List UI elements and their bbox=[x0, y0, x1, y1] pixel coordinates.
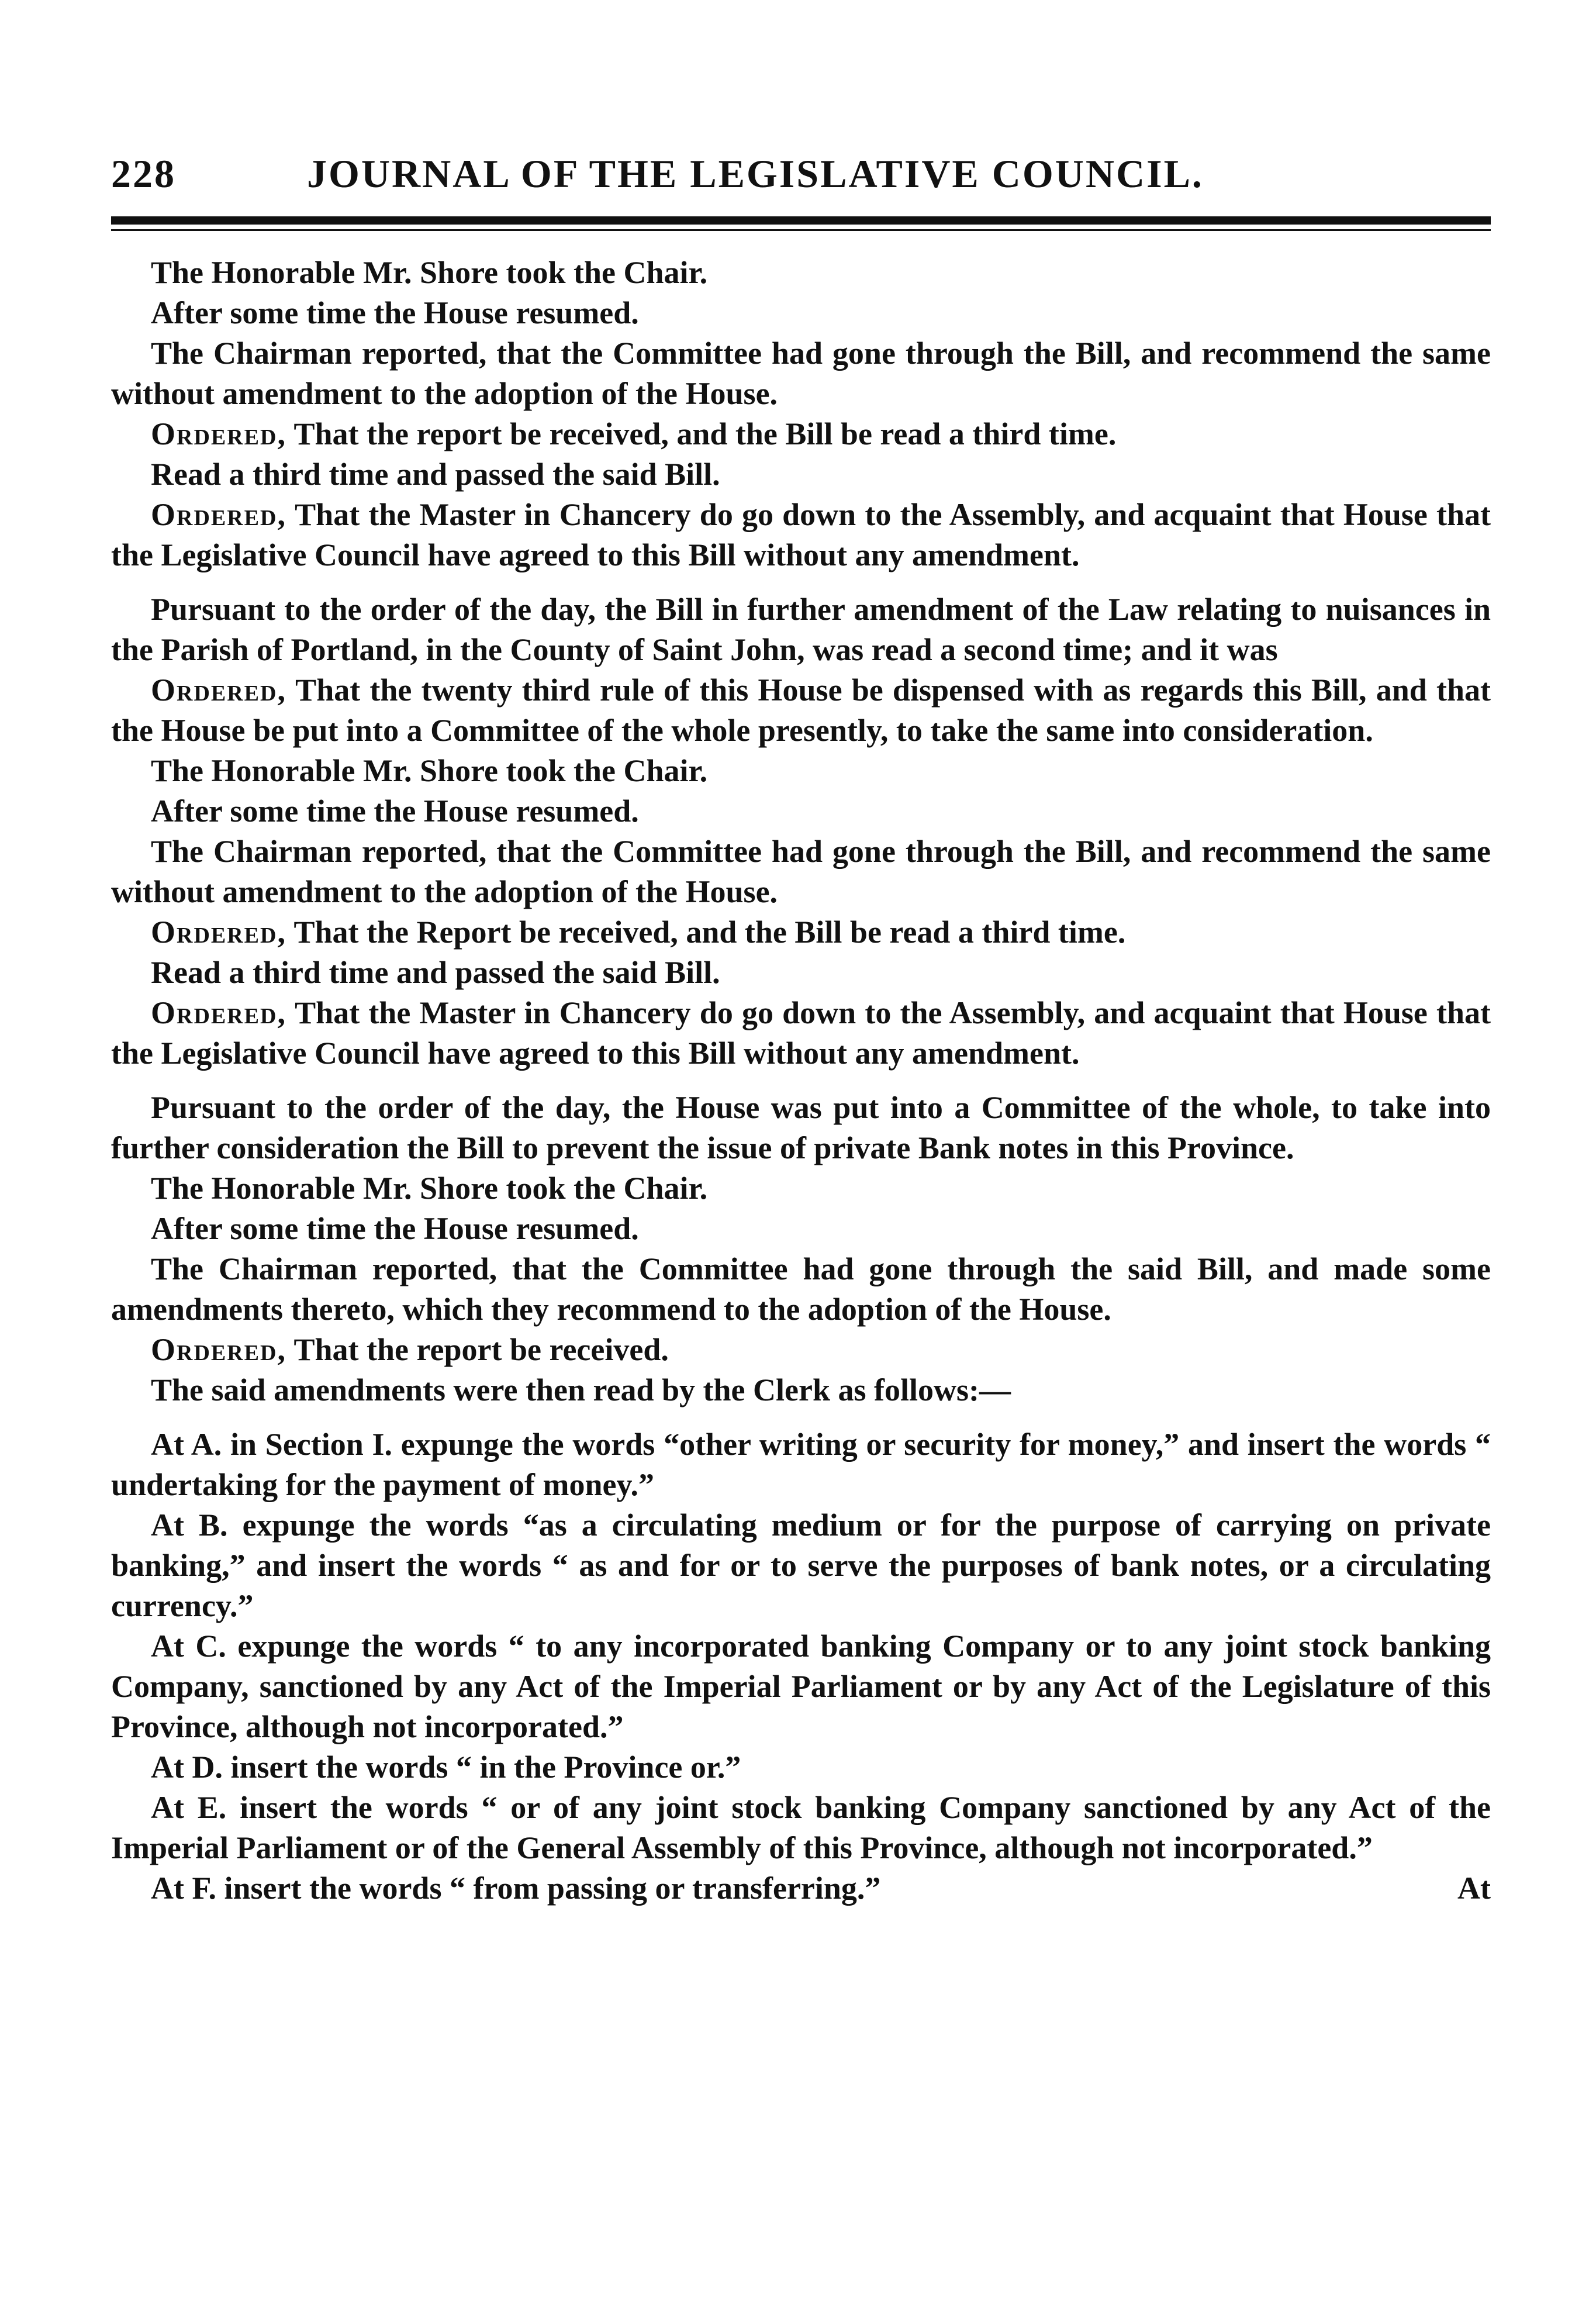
ordered-lead: Ordered, bbox=[151, 995, 286, 1030]
paragraph: Ordered, That the twenty third rule of this House be dispensed with as regards this Bill, and that the House be put into a Committee of the whole presently, to take the same into consideration. bbox=[111, 672, 1491, 748]
ordered-lead: Ordered, bbox=[151, 1332, 286, 1367]
paragraph: Read a third time and passed the said Bill. bbox=[151, 457, 720, 492]
paragraph: Ordered, That the Master in Chancery do go down to the Assembly, and acquaint that House that the Legislative Council have agreed to this Bill without any amendment. bbox=[111, 995, 1491, 1071]
paragraph: The Honorable Mr. Shore took the Chair. bbox=[151, 255, 708, 290]
paragraph: The Honorable Mr. Shore took the Chair. bbox=[151, 753, 708, 788]
running-head: JOURNAL OF THE LEGISLATIVE COUNCIL. bbox=[307, 151, 1204, 196]
paragraph: At C. expunge the words “ to any incorporated banking Company or to any joint stock banking Company, sanctioned by any Act of the Imperial Parliament or by any Act of the Legislature of this Province, although not incorporated.” bbox=[111, 1629, 1491, 1744]
paragraph: At D. insert the words “ in the Province or.” bbox=[151, 1750, 741, 1785]
paragraph: Ordered, That the report be received, and the Bill be read a third time. bbox=[151, 416, 1117, 451]
paragraph: After some time the House resumed. bbox=[151, 295, 639, 330]
paragraph: At F. insert the words “ from passing or transferring.” At bbox=[111, 1868, 1491, 1909]
paragraph: Ordered, That the Report be received, and the Bill be read a third time. bbox=[151, 915, 1126, 950]
catchword: At bbox=[1457, 1871, 1491, 1906]
paragraph: After some time the House resumed. bbox=[151, 793, 639, 829]
paragraph: The said amendments were then read by the Clerk as follows:— bbox=[151, 1372, 1011, 1407]
paragraph: At B. expunge the words “as a circulating medium or for the purpose of carrying on private banking,” and insert the words “ as and for or to serve the purposes of bank notes, or a circulating currency.” bbox=[111, 1507, 1491, 1623]
paragraph: The Honorable Mr. Shore took the Chair. bbox=[151, 1171, 708, 1206]
body-text bbox=[111, 253, 1491, 1909]
ordered-lead: Ordered, bbox=[151, 497, 286, 532]
page-header bbox=[111, 151, 1491, 203]
paragraph: At A. in Section I. expunge the words “other writing or security for money,” and insert the words “ undertaking for the payment of money.” bbox=[111, 1427, 1491, 1502]
page-number: 228 bbox=[111, 151, 176, 196]
paragraph: The Chairman reported, that the Committee had gone through the Bill, and recommend the same without amendment to the adoption of the House. bbox=[111, 336, 1491, 411]
paragraph: Pursuant to the order of the day, the Bill in further amendment of the Law relating to nuisances in the Parish of Portland, in the County of Saint John, was read a second time; and it was bbox=[111, 592, 1491, 667]
paragraph: The Chairman reported, that the Committee had gone through the said Bill, and made some amendments thereto, which they recommend to the adoption of the House. bbox=[111, 1251, 1491, 1327]
paragraph: Read a third time and passed the said Bill. bbox=[151, 955, 720, 990]
paragraph: Ordered, That the Master in Chancery do go down to the Assembly, and acquaint that House that the Legislative Council have agreed to this Bill without any amendment. bbox=[111, 497, 1491, 572]
ordered-lead: Ordered, bbox=[151, 915, 286, 950]
header-rule-thick bbox=[111, 216, 1491, 225]
paragraph: Pursuant to the order of the day, the House was put into a Committee of the whole, to take into further consideration the Bill to prevent the issue of private Bank notes in this Province. bbox=[111, 1090, 1491, 1165]
header-rule-thin bbox=[111, 229, 1491, 231]
journal-page bbox=[111, 0, 1491, 2315]
paragraph: At E. insert the words “ or of any joint stock banking Company sanctioned by any Act of the Imperial Parliament or of the General Assembly of this Province, although not incorporated.” bbox=[111, 1790, 1491, 1865]
ordered-lead: Ordered, bbox=[151, 672, 286, 708]
paragraph: After some time the House resumed. bbox=[151, 1211, 639, 1246]
ordered-lead: Ordered, bbox=[151, 416, 286, 451]
paragraph: The Chairman reported, that the Committee had gone through the Bill, and recommend the same without amendment to the adoption of the House. bbox=[111, 834, 1491, 909]
paragraph: Ordered, That the report be received. bbox=[151, 1332, 669, 1367]
